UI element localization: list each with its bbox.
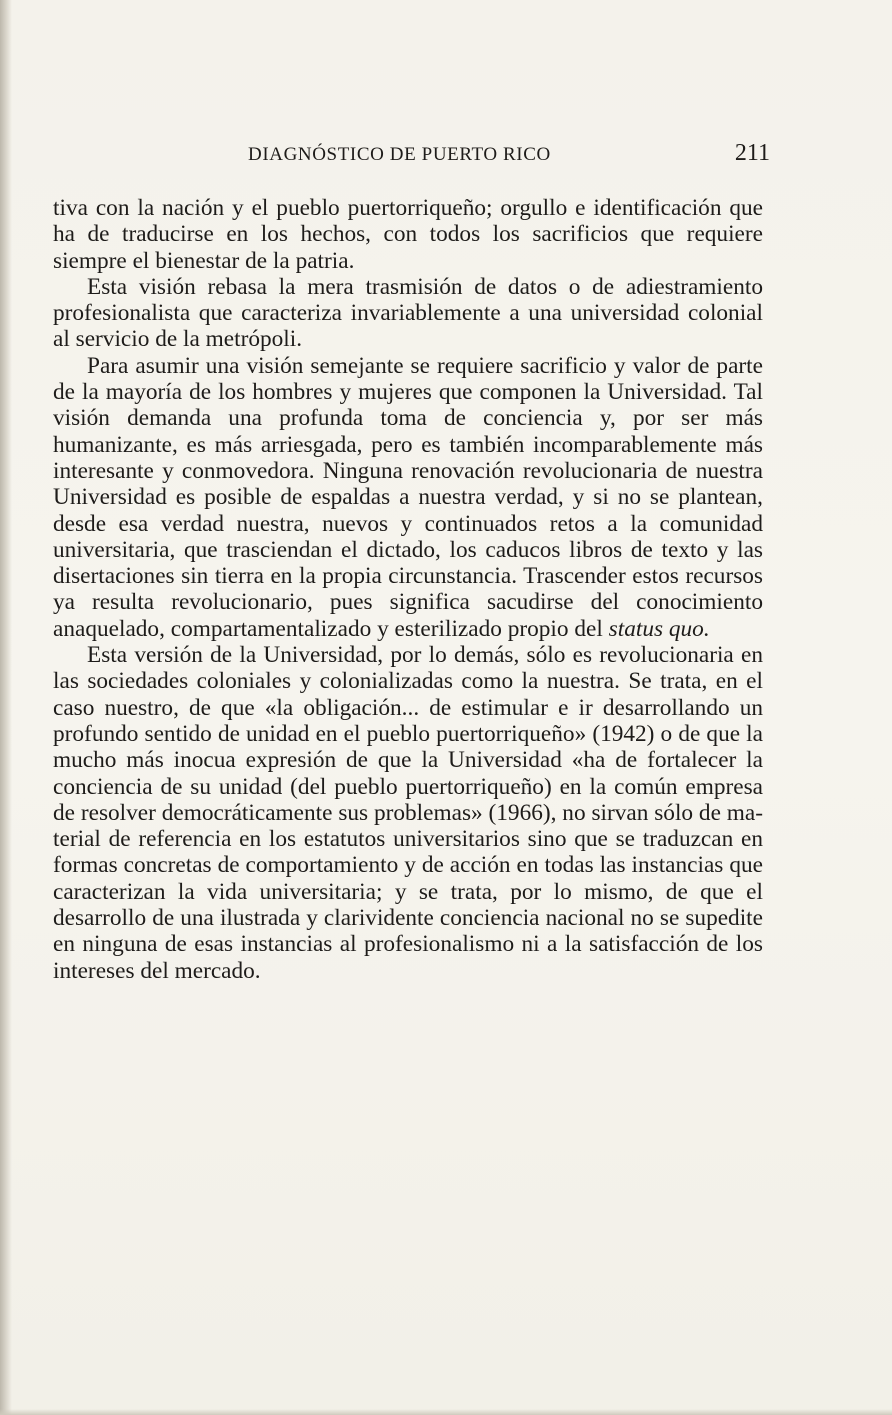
- running-title: DIAGNÓSTICO DE PUERTO RICO: [248, 144, 551, 165]
- paragraph-1: tiva con la nación y el pueblo puertorriqueño; orgullo e identificación que ha de traducirse en los hechos, con todos los sacrificios que requiere siempre el bienestar de la patria.: [53, 195, 763, 274]
- paragraph-3: [53, 353, 763, 642]
- page-edge-shadow: [0, 0, 12, 1415]
- page-bottom-edge: [0, 1409, 892, 1415]
- paragraph-2: Esta visión rebasa la mera trasmisión de datos o de adiestramiento profesionalista que caracteriza invariablemente a una universidad colonial al servicio de la metrópoli.: [53, 273, 763, 353]
- page-number: 211: [734, 140, 770, 166]
- paragraph-3-text: Para asumir una visión semejante se requiere sacrificio y valor de parte de la mayoría de los hombres y mujeres que componen la Universidad. Tal visión demanda una profunda toma de conciencia y, por ser más humanizante, es más arriesgada, pero es también incomparablemente más interesante y conmovedora. Ninguna renovación revolucionaria de nuestra Universidad es posible de espaldas a nuestra verdad, y si no se plantean, desde esa verdad nuestra, nuevos y continuados retos a la comunidad universitaria, que trasciendan el dictado, los caducos libros de texto y las disertaciones sin tierra en la propia circunstancia. Trascender estos recursos ya resulta revolucionario, pues significa sacudirse del conocimiento anaquelado, compartamentalizado y esterilizado propio del: [53, 352, 763, 642]
- paragraph-4: Esta versión de la Universidad, por lo demás, sólo es revolucionaria en las sociedades coloniales y colonializadas como la nuestra. Se trata, en el caso nuestro, de que «la obligación... de estimular e ir desarrollando un profundo sentido de unidad en el pueblo puertorriqueño» (1942) o de que la mucho más inocua expresión de que la Universidad «ha de fortalecer la conciencia de su unidad (del pueblo puertorriqueño) en la común empresa de resolver democráticamente sus problemas» (1966), no sirvan sólo de material de referencia en los estatutos universitarios sino que se traduzcan en formas concretas de comportamiento y de acción en todas las instancias que caracterizan la vida universitaria; y se trata, por lo mismo, de que el desarrollo de una ilustrada y clarividente conciencia nacional no se supedite en ninguna de esas instancias al profesionalismo ni a la satisfacción de los intereses del mercado.: [53, 642, 763, 984]
- body-text: [53, 195, 763, 984]
- status-quo-italic: status quo.: [608, 615, 710, 642]
- page-header: [248, 140, 770, 170]
